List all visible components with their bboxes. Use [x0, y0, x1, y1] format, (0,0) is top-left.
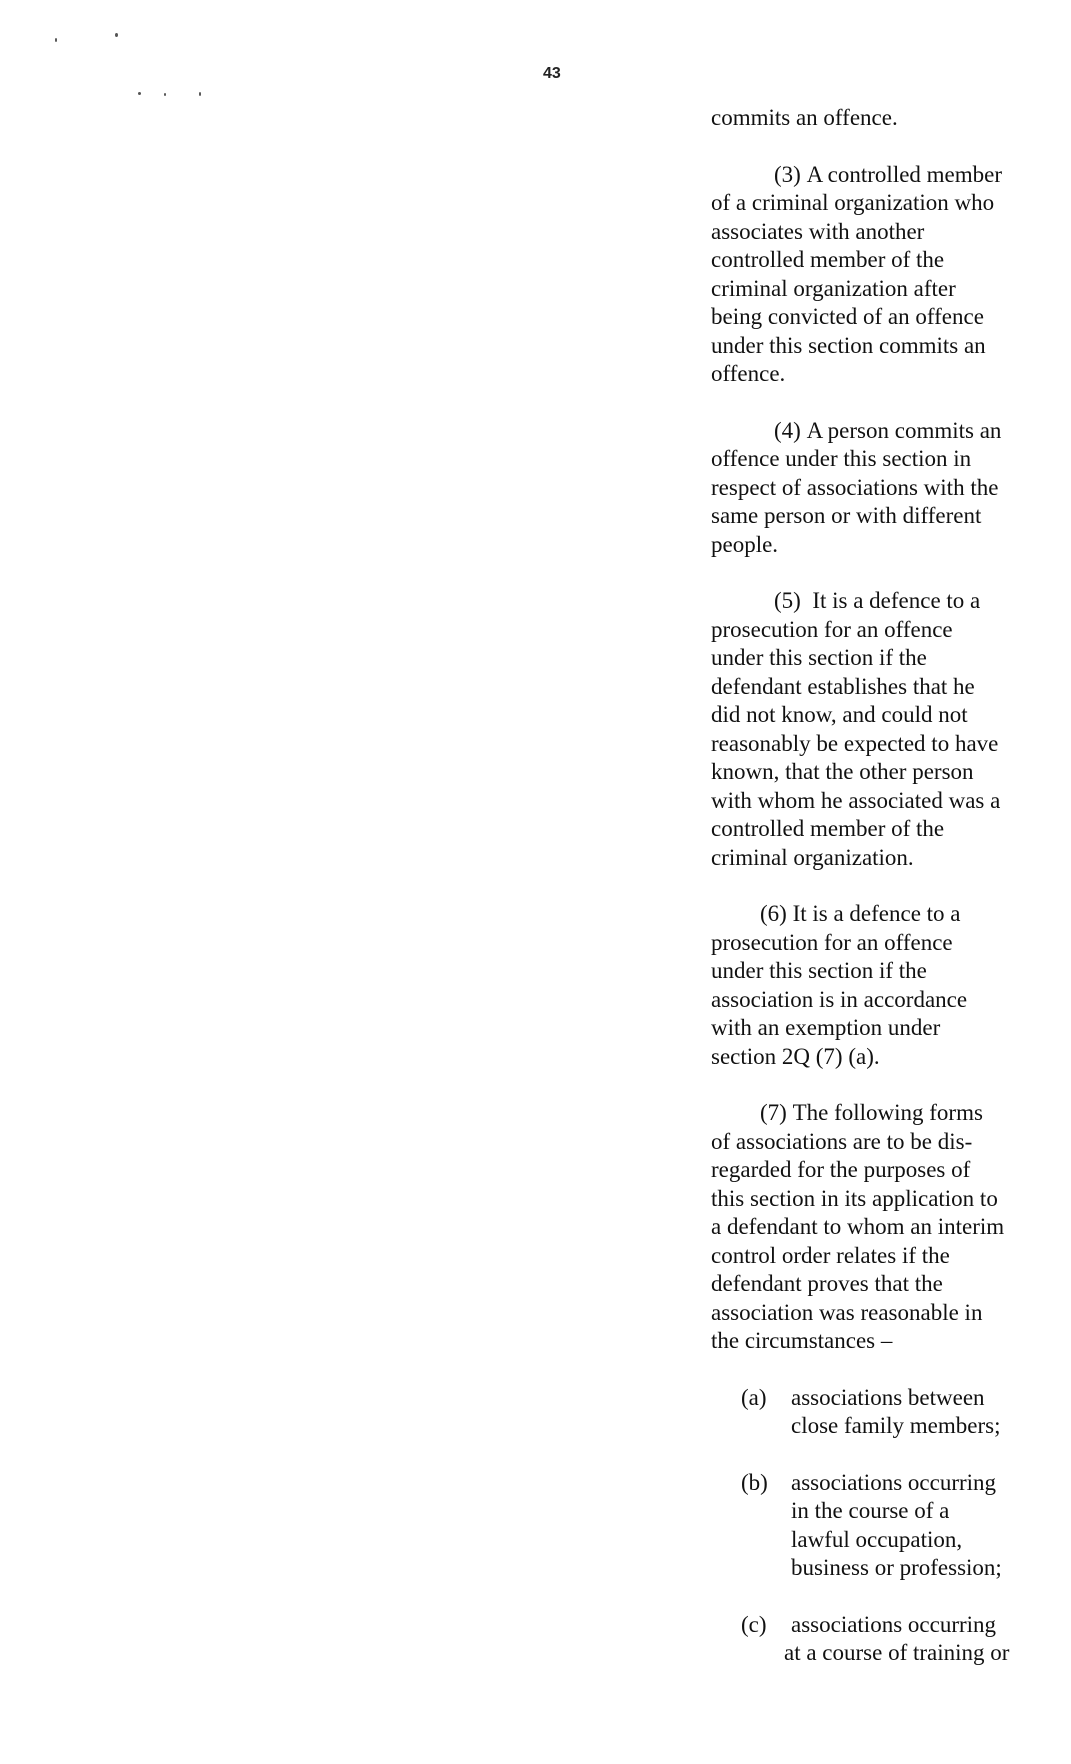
- text-line: lawful occupation,: [791, 1526, 963, 1552]
- scan-speck: [138, 92, 141, 95]
- text-line: close family members;: [791, 1413, 1001, 1438]
- text-line: control order relates if the: [711, 1242, 950, 1268]
- subsection-5: [711, 587, 1051, 872]
- text-line: It is a defence to a: [792, 901, 961, 926]
- text-line: associations occurring: [791, 1469, 997, 1495]
- page-number: 43: [543, 65, 561, 82]
- text-line: known, that the other person: [711, 759, 974, 784]
- subsection-number: (3): [774, 161, 801, 187]
- subsection-4: [711, 417, 1051, 560]
- text-line: of associations are to be dis-: [711, 1128, 973, 1154]
- scan-speck: [199, 92, 201, 96]
- text-line: regarded for the purposes of: [711, 1157, 971, 1182]
- scan-speck: [115, 33, 118, 37]
- text-line: criminal organization.: [711, 844, 914, 870]
- text-line: defendant proves that the: [711, 1271, 943, 1296]
- text-line: this section in its application to: [711, 1185, 998, 1211]
- text-line: offence.: [711, 361, 786, 386]
- text-line: associates with another: [711, 218, 925, 244]
- scan-speck: [55, 38, 57, 42]
- text-line: It is a defence to a: [806, 588, 981, 613]
- text-line: controlled member of the: [711, 247, 945, 272]
- statute-text-column: [711, 104, 1051, 1696]
- text-line: association was reasonable in: [711, 1299, 983, 1325]
- text-line: same person or with different: [711, 503, 982, 528]
- text-line: did not know, and could not: [711, 702, 968, 727]
- text-line: being convicted of an offence: [711, 304, 984, 329]
- text-line: defendant establishes that he: [711, 673, 975, 699]
- lead-line: commits an offence.: [711, 105, 898, 130]
- text-line: at a course of training or: [784, 1640, 1010, 1665]
- text-line: respect of associations with the: [711, 474, 999, 500]
- subsection-number: (4): [774, 417, 801, 443]
- scan-speck: [164, 93, 166, 96]
- text-line: a defendant to whom an interim: [711, 1214, 1005, 1239]
- item-label: (a): [741, 1384, 767, 1410]
- text-line: business or profession;: [791, 1555, 1002, 1580]
- text-line: the circumstances –: [711, 1328, 893, 1353]
- text-line: A person commits an: [806, 417, 1002, 443]
- text-line: association is in accordance: [711, 986, 968, 1012]
- lead-paragraph: [711, 104, 1051, 133]
- list-item-b: [711, 1469, 1051, 1583]
- text-line: with whom he associated was a: [711, 787, 1001, 813]
- list-item-a: [711, 1384, 1051, 1441]
- text-line: associations occurring: [791, 1611, 997, 1637]
- text-line: reasonably be expected to have: [711, 730, 999, 756]
- subsection-number: (6): [760, 901, 787, 926]
- text-line: section 2Q (7) (a).: [711, 1043, 880, 1069]
- text-line: associations between: [791, 1384, 985, 1410]
- text-line: of a criminal organization who: [711, 190, 995, 215]
- text-line: under this section commits an: [711, 332, 986, 358]
- subsection-6: [711, 900, 1051, 1071]
- text-line: people.: [711, 531, 779, 557]
- text-line: A controlled member: [806, 161, 1003, 187]
- text-line: under this section if the: [711, 958, 927, 983]
- text-line: The following forms: [792, 1100, 983, 1125]
- text-line: prosecution for an offence: [711, 929, 953, 955]
- subsection-number: (5): [774, 588, 801, 613]
- item-label: (b): [741, 1469, 768, 1495]
- text-line: criminal organization after: [711, 275, 956, 301]
- text-line: in the course of a: [791, 1498, 950, 1523]
- subsection-3: [711, 161, 1051, 389]
- text-line: under this section if the: [711, 645, 927, 670]
- text-line: offence under this section in: [711, 446, 972, 471]
- subsection-number: (7): [760, 1100, 787, 1125]
- item-label: (c): [741, 1611, 767, 1637]
- text-line: controlled member of the: [711, 816, 945, 841]
- list-item-c: [711, 1611, 1051, 1668]
- subsection-7: [711, 1099, 1051, 1356]
- text-line: prosecution for an offence: [711, 616, 953, 642]
- text-line: with an exemption under: [711, 1015, 941, 1040]
